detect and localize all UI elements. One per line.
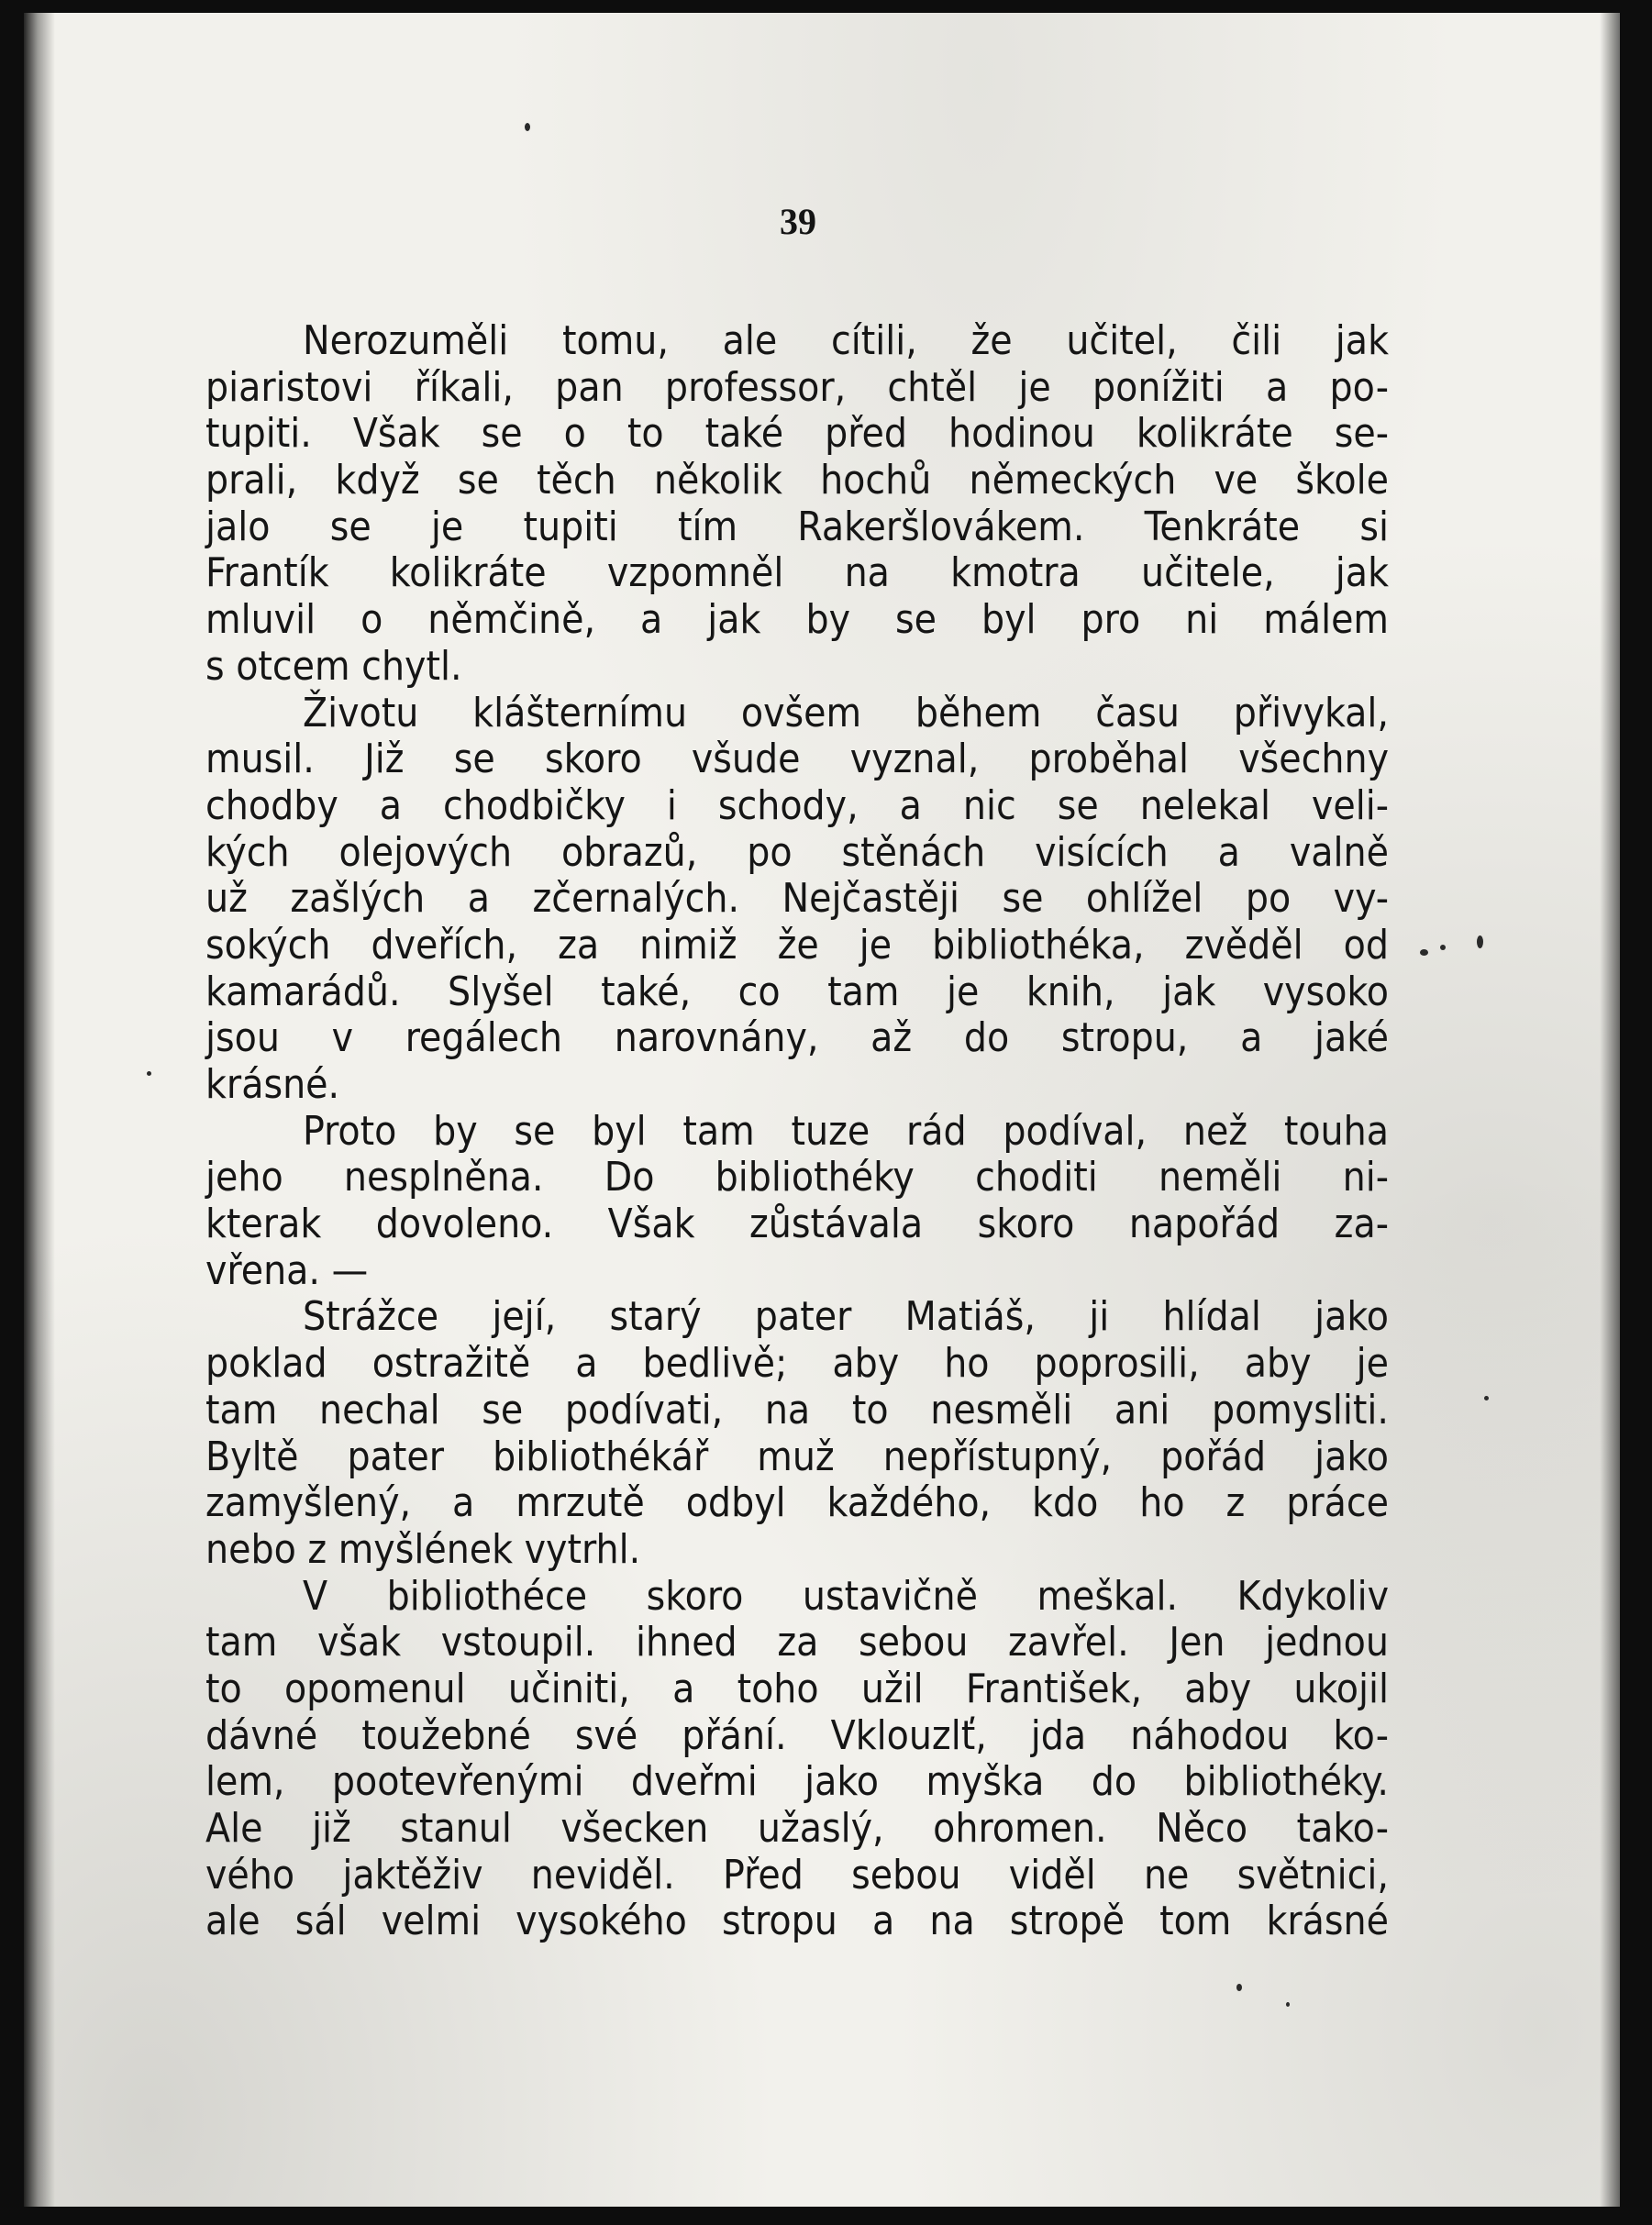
text-line: zamyšlený, a mrzutě odbyl každého, kdo ho z práce: [205, 1479, 1389, 1527]
scan-speck: [1420, 949, 1428, 956]
text-line: tam nechal se podívati, na to nesměli ani pomysliti.: [205, 1386, 1389, 1434]
text-line: tam však vstoupil. ihned za sebou zavřel. Jen jednou: [205, 1619, 1389, 1666]
text-line: prali, když se těch několik hochů německých ve škole: [205, 457, 1389, 504]
text-line: sokých dveřích, za nimiž že je bibliothéka, zvěděl od: [205, 921, 1389, 969]
book-page: [24, 13, 1620, 2207]
scan-speck: [147, 1071, 151, 1076]
text-line: Byltě pater bibliothékář muž nepřístupný, pořád jako: [205, 1433, 1389, 1480]
text-line: jalo se je tupiti tím Rakeršlovákem. Tenkráte si: [205, 503, 1389, 550]
scan-speck: [1477, 935, 1483, 948]
text-line: tupiti. Však se o to také před hodinou kolikráte se-: [205, 410, 1389, 458]
body-text: [205, 318, 1389, 1945]
text-line: Životu klášternímu ovšem během času přivykal,: [303, 689, 1389, 736]
text-line: mluvil o němčině, a jak by se byl pro ni málem: [205, 596, 1389, 644]
text-line: piaristovi říkali, pan professor, chtěl je ponížiti a po-: [205, 363, 1389, 411]
text-line: lem, pootevřenými dveřmi jako myška do bibliothéky.: [205, 1758, 1389, 1806]
text-line: Strážce její, starý pater Matiáš, ji hlídal jako: [303, 1293, 1389, 1341]
text-line: Nerozuměli tomu, ale cítili, že učitel, čili jak: [303, 317, 1389, 364]
scan-speck: [1484, 1396, 1489, 1400]
text-line: kterak dovoleno. Však zůstávala skoro napořád za-: [205, 1201, 1389, 1248]
text-line: kamarádů. Slyšel také, co tam je knih, jak vysoko: [205, 968, 1389, 1015]
scan-speck: [525, 123, 530, 131]
text-line: jeho nesplněna. Do bibliothéky choditi neměli ni-: [205, 1154, 1389, 1201]
text-line: kých olejových obrazů, po stěnách visících a valně: [205, 828, 1389, 876]
text-line: jsou v regálech narovnány, až do stropu, a jaké: [205, 1014, 1389, 1062]
scan-speck: [1236, 1984, 1242, 1991]
text-line: vřena. —: [205, 1246, 369, 1294]
text-line: už zašlých a zčernalých. Nejčastěji se ohlížel po vy-: [205, 875, 1389, 923]
text-line: ale sál velmi vysokého stropu a na stropě tom krásné: [205, 1898, 1389, 1945]
scan-speck: [1286, 2002, 1290, 2007]
page-edge-shadow: [1600, 13, 1620, 2207]
scan-speck: [1440, 945, 1446, 950]
text-line: s otcem chytl.: [205, 642, 462, 690]
text-line: Proto by se byl tam tuze rád podíval, než touha: [303, 1107, 1389, 1155]
text-line: krásné.: [205, 1061, 340, 1108]
text-line: poklad ostražitě a bedlivě; aby ho poprosili, aby je: [205, 1340, 1389, 1388]
text-line: dávné toužebné své přání. Vklouzlť, jda náhodou ko-: [205, 1711, 1389, 1759]
page-number: 39: [780, 201, 816, 242]
text-line: Frantík kolikráte vzpomněl na kmotra učitele, jak: [205, 549, 1389, 597]
text-line: chodby a chodbičky i schody, a nic se nelekal veli-: [205, 781, 1389, 829]
text-line: musil. Již se skoro všude vyznal, proběhal všechny: [205, 736, 1389, 783]
text-line: Ale již stanul všecken užaslý, ohromen. Něco tako-: [205, 1805, 1389, 1852]
text-line: V bibliothéce skoro ustavičně meškal. Kdykoliv: [303, 1572, 1389, 1620]
spine-shadow: [24, 13, 55, 2207]
text-line: nebo z myšlének vytrhl.: [205, 1525, 641, 1573]
text-line: vého jaktěživ neviděl. Před sebou viděl ne světnici,: [205, 1851, 1389, 1898]
text-line: to opomenul učiniti, a toho užil František, aby ukojil: [205, 1665, 1389, 1712]
